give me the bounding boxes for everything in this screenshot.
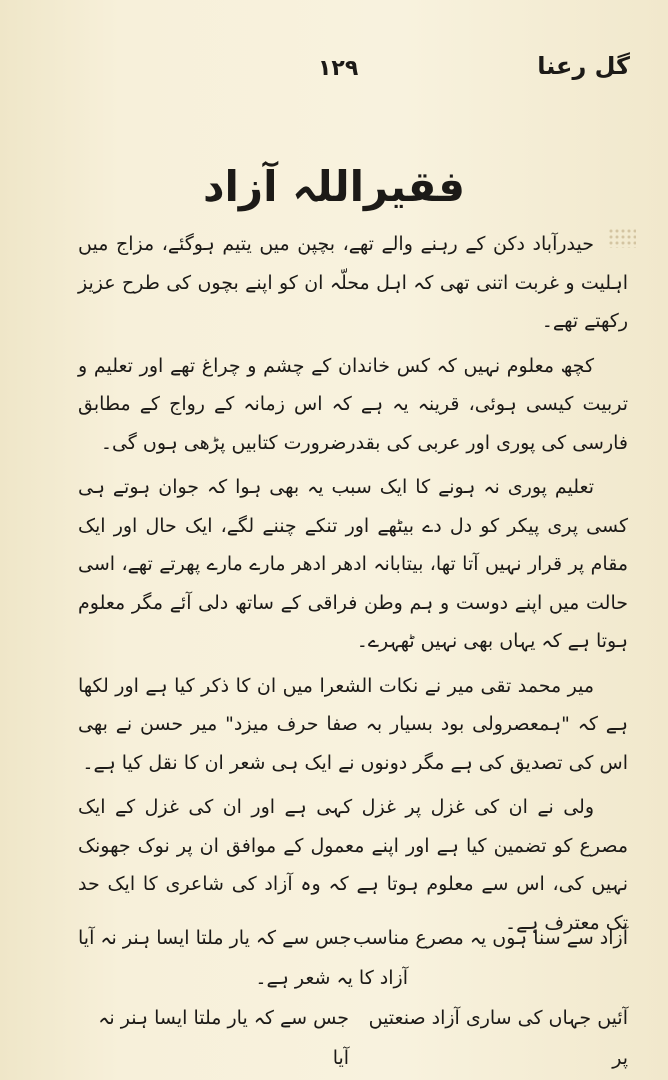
verse-block — [78, 918, 628, 1078]
paragraph-5: ولی نے ان کی غزل پر غزل کہی ہے اور ان کی غزل کے ایک مصرع کو تضمین کیا ہے اور اپنے معمول کے موافق ان پر نوک جھونک نہیں کی، اس سے معلوم ہوتا ہے کہ وہ آزاد کی شاعری کا ایک حد تک معترف ہے۔ — [78, 796, 628, 934]
paragraph-3: تعلیم پوری نہ ہونے کا ایک سبب یہ بھی ہوا کہ جوان ہوتے ہی کسی پری پیکر کو دل دے بیٹھے اور تنکے چننے لگے، ایک حال اور ایک مقام پر قرار نہیں آتا تھا، بیتابانہ ادھر ادھر مارے مارے پھرتے تھے، اسی حالت میں اپنے دوست و ہم وطن فراقی کے ساتھ دلی آئے مگر معلوم ہوتا ہے کہ یہاں بھی نہیں ٹھہرے۔ — [78, 476, 628, 652]
verse-line-2 — [78, 998, 628, 1078]
page-header — [0, 52, 668, 92]
verse-note: آزاد کا یہ شعر ہے۔ — [255, 967, 408, 989]
page-number: ۱۲۹ — [318, 56, 359, 81]
verse-1-second-hemistich: جس سے کہ یار ملتا ایسا ہنر نہ آیا — [78, 927, 352, 949]
paragraph-4: میر محمد تقی میر نے نکات الشعرا میں ان کا ذکر کیا ہے اور لکھا ہے کہ "ہمعصرولی بود بسیار بہ صفا حرف میزد" میر حسن نے بھی اس کی تصدیق کی ہے مگر دونوں نے ایک ہی شعر ان کا نقل کیا ہے۔ — [78, 674, 628, 774]
chapter-title: فقیراللہ آزاد — [202, 162, 466, 211]
body-text — [78, 225, 628, 948]
verse-line-1 — [78, 918, 628, 958]
verse-1-first-hemistich: آزاد سے سنا ہوں یہ مصرع مناسب — [353, 927, 628, 949]
verse-2-second-hemistich: جس سے کہ یار ملتا ایسا ہنر نہ آیا — [98, 1007, 350, 1069]
running-book-title: گل رعنا — [537, 52, 630, 80]
paragraph-2: کچھ معلوم نہیں کہ کس خاندان کے چشم و چراغ تھے اور تعلیم و تربیت کیسی ہوئی، قرینہ یہ ہے کہ اس زمانہ کے رواج کے مطابق فارسی کی پوری اور عربی کی بقدرضرورت کتابیں پڑھی ہوں گی۔ — [78, 354, 628, 454]
verse-2-first-hemistich: آئیں جہاں کی ساری آزاد صنعتیں پر — [368, 1007, 628, 1069]
paragraph-1: حیدرآباد دکن کے رہنے والے تھے، بچپن میں یتیم ہوگئے، مزاج میں اہلیت و غربت اتنی تھی کہ اہل محلّہ ان کو اپنے بچوں کی طرح عزیز رکھتے تھے۔ — [78, 233, 628, 332]
